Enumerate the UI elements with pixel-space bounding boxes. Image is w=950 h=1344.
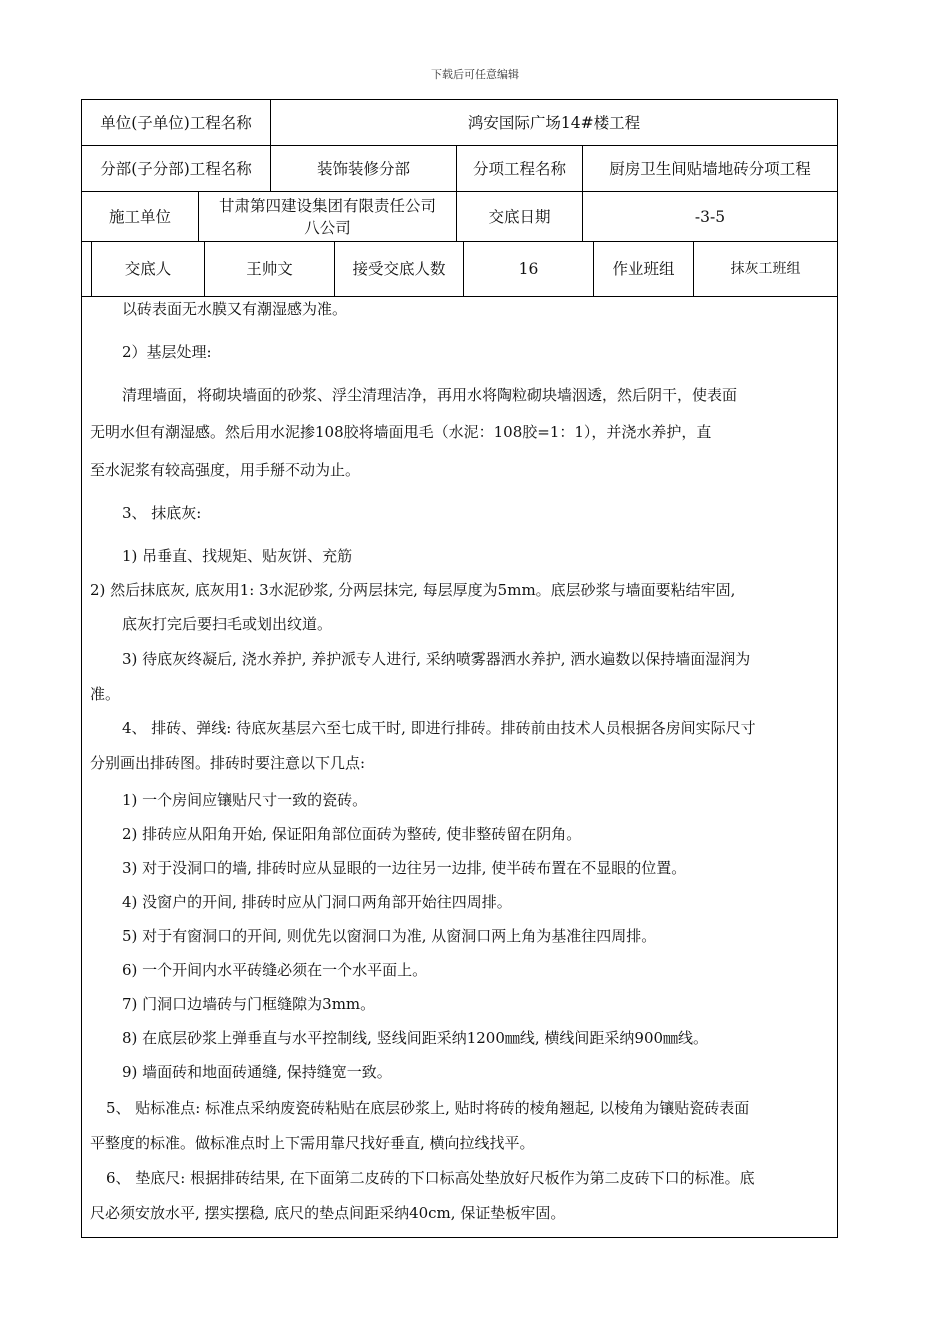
- content-line: 尺必须安放水平, 摆实摆稳, 底尺的垫点间距采纳40cm, 保证垫板牢固。: [90, 1204, 566, 1222]
- division-label: 分部(子分部)工程名称: [82, 146, 271, 191]
- content-line: 1) 一个房间应镶贴尺寸一致的瓷砖。: [122, 791, 368, 809]
- content-line: 1) 吊垂直、找规矩、贴灰饼、充筋: [122, 547, 353, 565]
- content-line: 3) 对于没洞口的墙, 排砖时应从显眼的一边往另一边排, 使半砖布置在不显眼的位置。: [122, 859, 687, 877]
- content-line: 3) 待底灰终凝后, 浇水养护, 养护派专人进行, 采纳喷雾器洒水养护, 洒水遍数以保持墙面湿润为: [122, 650, 751, 668]
- subitem-value: 厨房卫生间贴墙地砖分项工程: [609, 159, 811, 178]
- content-line: 7) 门洞口边墙砖与门框缝隙为3mm。: [122, 995, 376, 1013]
- content-line: 2) 排砖应从阳角开始, 保证阳角部位面砖为整砖, 使非整砖留在阴角。: [122, 825, 582, 843]
- content-line: 分别画出排砖图。排砖时要注意以下几点:: [90, 754, 366, 772]
- recipients-count-value: 16: [464, 242, 594, 296]
- content-line: 6) 一个开间内水平砖缝必须在一个水平面上。: [122, 961, 428, 979]
- content-line: 2）基层处理:: [122, 343, 212, 361]
- division-row: [82, 146, 837, 192]
- briefing-date-label: 交底日期: [457, 192, 583, 241]
- project-name-value: 鸿安国际广场14#楼工程: [467, 113, 641, 132]
- contractor-label: 施工单位: [82, 192, 199, 241]
- contractor-value: [199, 192, 457, 241]
- content-line: 清理墙面，将砌块墙面的砂浆、浮尘清理洁净，再用水将陶粒砌块墙洇透，然后阴干，使表面: [122, 386, 738, 404]
- technical-briefing-form: [81, 99, 838, 1238]
- division-value: 装饰装修分部: [271, 146, 457, 191]
- content-line: 准。: [90, 685, 121, 703]
- content-line: 无明水但有潮湿感。然后用水泥掺108胶将墙面甩毛（水泥：108胶=1：1），并浇水养护，直: [90, 423, 712, 441]
- content-line: 3、 抹底灰:: [122, 504, 202, 522]
- work-team-value: 抹灰工班组: [730, 261, 801, 277]
- content-line: 平整度的标准。做标准点时上下需用靠尺找好垂直, 横向拉线找平。: [90, 1134, 535, 1152]
- content-line: 8) 在底层砂浆上弹垂直与水平控制线, 竖线间距采纳1200㎜线, 横线间距采纳900㎜线。: [122, 1029, 709, 1047]
- contractor-row: [82, 192, 837, 242]
- content-line: 4、 排砖、弹线: 待底灰基层六至七成干时, 即进行排砖。排砖前由技术人员根据各房间实际尺寸: [122, 719, 756, 737]
- content-line: 2) 然后抹底灰, 底灰用1: 3水泥砂浆, 分两层抹完, 每层厚度为5mm。底层砂浆与墙面要粘结牢固,: [90, 581, 736, 599]
- content-line: 4) 没窗户的开间, 排砖时应从门洞口两角部开始往四周排。: [122, 893, 512, 911]
- presenter-label: 交底人: [92, 242, 205, 296]
- content-line: 9) 墙面砖和地面砖通缝, 保持缝宽一致。: [122, 1063, 392, 1081]
- content-line: 5) 对于有窗洞口的开间, 则优先以窗洞口为准, 从窗洞口两上角为基准往四周排。: [122, 927, 657, 945]
- project-name-row: [82, 100, 837, 146]
- contractor-value-line2: 八公司: [304, 218, 351, 237]
- contractor-value-line1: 甘肃第四建设集团有限责任公司: [218, 196, 436, 215]
- briefing-date-value: -3-5: [694, 207, 726, 226]
- project-name-label: 单位(子单位)工程名称: [82, 100, 271, 145]
- subitem-label: 分项工程名称: [457, 146, 583, 191]
- recipients-count-label: 接受交底人数: [335, 242, 464, 296]
- content-line: 6、 垫底尺: 根据排砖结果, 在下面第二皮砖的下口标高处垫放好尺板作为第二皮砖下口的标准。底: [106, 1169, 755, 1187]
- watermark-text: 下载后可任意编辑: [431, 68, 519, 81]
- content-line: 底灰打完后要扫毛或划出纹道。: [122, 615, 333, 633]
- personnel-row: [82, 242, 837, 297]
- content-line: 至水泥浆有较高强度，用手掰不动为止。: [90, 461, 361, 479]
- work-team-label: 作业班组: [594, 242, 694, 296]
- presenter-value: 王帅文: [205, 242, 335, 296]
- content-line: 5、 贴标准点: 标准点采纳废瓷砖粘贴在底层砂浆上, 贴时将砖的棱角翘起, 以棱角为镶贴瓷砖表面: [106, 1099, 750, 1117]
- content-line: 以砖表面无水膜又有潮湿感为准。: [122, 300, 348, 318]
- row-indent-divider: [82, 242, 92, 296]
